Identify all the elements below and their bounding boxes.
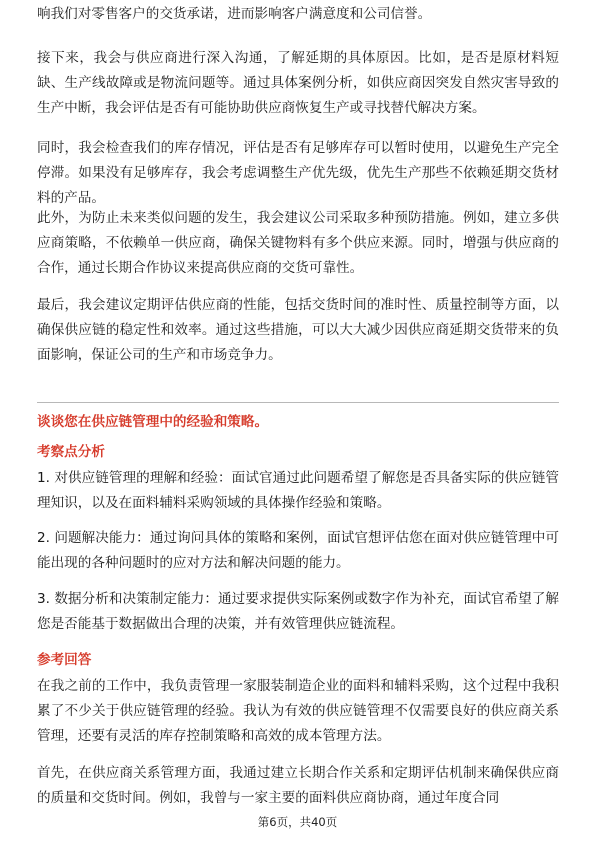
analysis-item-text: 1. 对供应链管理的理解和经验：面试官通过此问题希望了解您是否具备实际的供应链管理知识，以及在面料辅料采购领域的具体操作经验和策略。 <box>37 470 559 511</box>
analysis-item <box>37 466 559 516</box>
analysis-item <box>37 587 559 637</box>
body-paragraph: 此外，为防止未来类似问题的发生，我会建议公司采取多种预防措施。例如，建立多供应商策略，不依赖单一供应商，确保关键物料有多个供应来源。同时，增强与供应商的合作，通过长期合作协议来提高供应商的交货可靠性。 <box>37 210 559 276</box>
body-paragraph: 最后，我会建议定期评估供应商的性能，包括交货时间的准时性、质量控制等方面，以确保供应链的稳定性和效率。通过这些措施，可以大大减少因供应商延期交货带来的负面影响，保证公司的生产和市场竞争力。 <box>37 297 559 363</box>
question-heading: 谈谈您在供应链管理中的经验和策略。 <box>37 414 269 430</box>
body-paragraph: 接下来，我会与供应商进行深入沟通，了解延期的具体原因。比如，是否是原材料短缺、生产线故障或是物流问题等。通过具体案例分析，如供应商因突发自然灾害导致的生产中断，我会评估是否有可能协助供应商恢复生产或寻找替代解决方案。 <box>37 50 559 116</box>
body-paragraph: 同时，我会检查我们的库存情况，评估是否有足够库存可以暂时使用，以避免生产完全停滞。如果没有足够库存，我会考虑调整生产优先级，优先生产那些不依赖延期交货材料的产品。 <box>37 140 559 206</box>
analysis-item <box>37 526 559 576</box>
analysis-heading: 考察点分析 <box>37 444 105 460</box>
analysis-item-text: 3. 数据分析和决策制定能力：通过要求提供实际案例或数字作为补充，面试官希望了解您是否能基于数据做出合理的决策，并有效管理供应链流程。 <box>37 591 559 632</box>
answer-paragraph: 在我之前的工作中，我负责管理一家服装制造企业的面料和辅料采购，这个过程中我积累了不少关于供应链管理的经验。我认为有效的供应链管理不仅需要良好的供应商关系管理，还要有灵活的库存控制策略和高效的成本管理方法。 <box>37 678 559 744</box>
analysis-item-text: 2. 问题解决能力：通过询问具体的策略和案例，面试官想评估您在面对供应链管理中可能出现的各种问题时的应对方法和解决问题的能力。 <box>37 530 559 571</box>
answer-paragraph: 首先，在供应商关系管理方面，我通过建立长期合作关系和定期评估机制来确保供应商的质量和交货时间。例如，我曾与一家主要的面料供应商协商，通过年度合同 <box>37 765 559 806</box>
section-divider <box>37 402 559 403</box>
page-number: 第6页，共40页 <box>257 815 338 829</box>
body-paragraph: 响我们对零售客户的交货承诺，进而影响客户满意度和公司信誉。 <box>37 6 432 22</box>
answer-heading: 参考回答 <box>37 652 92 668</box>
